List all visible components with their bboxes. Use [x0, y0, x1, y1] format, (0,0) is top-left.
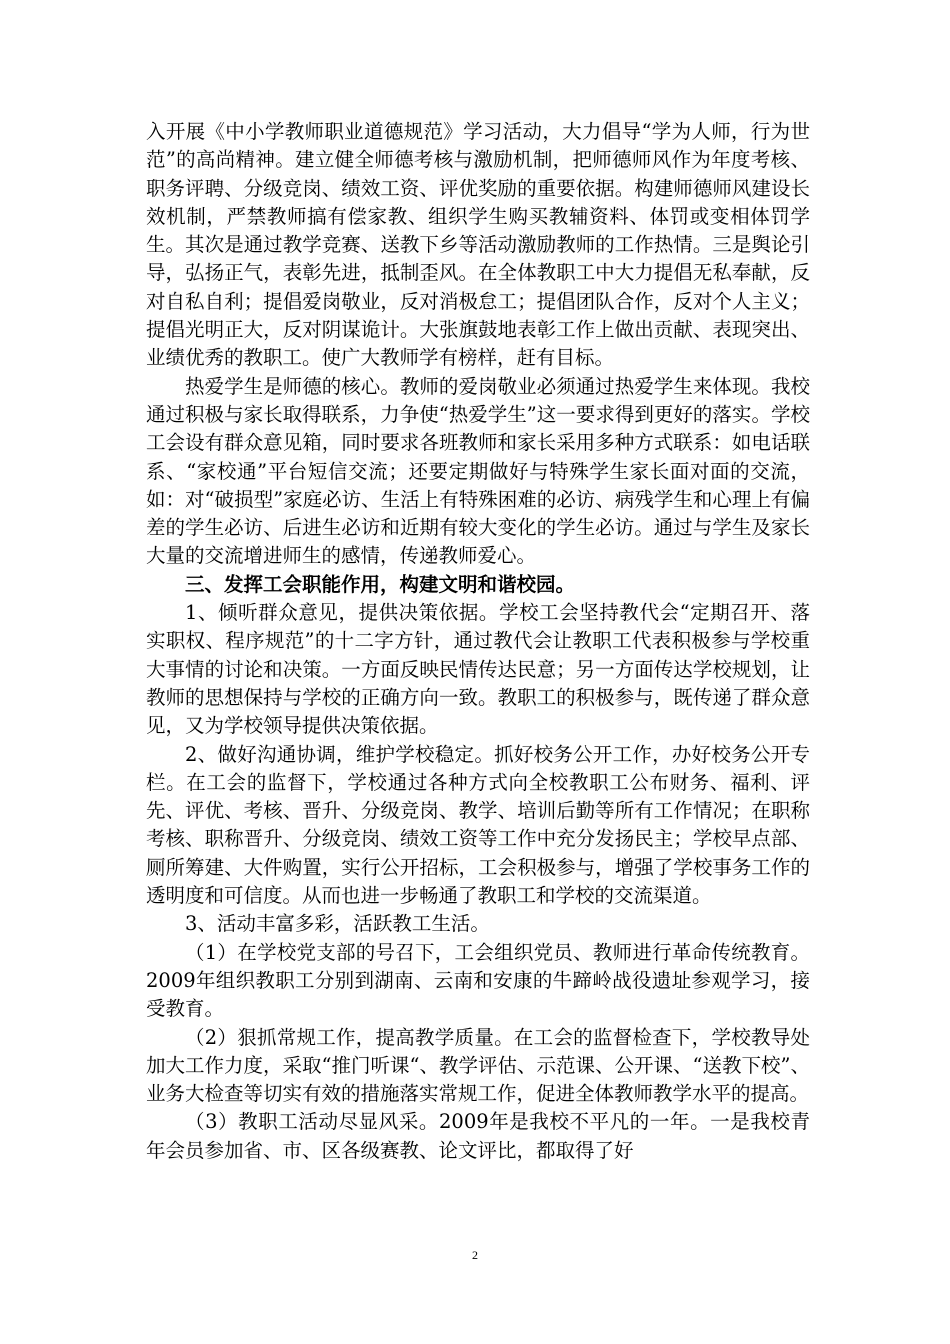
paragraph-1: 入开展《中小学教师职业道德规范》学习活动，大力倡导“学为人师，行为世范”的高尚精神。建立健全师德考核与激励机制，把师德师风作为年度考核、职务评聘、分级竞岗、绩效工资、评优奖励的重要依据。构建师德师风建设长效机制，严禁教师搞有偿家教、组织学生购买教辅资料、体罚或变相体罚学生。其次是通过教学竞赛、送教下乡等活动激励教师的工作热情。三是舆论引导，弘扬正气，表彰先进，抵制歪风。在全体教职工中大力提倡无私奉献，反对自私自利；提倡爱岗敬业，反对消极怠工；提倡团队合作，反对个人主义；提倡光明正大，反对阴谋诡计。大张旗鼓地表彰工作上做出贡献、表现突出、业绩优秀的教职工。使广大教师学有榜样，赶有目标。: [146, 120, 810, 370]
page-number: 2: [472, 1248, 478, 1262]
section-heading-3: 三、发挥工会职能作用，构建文明和谐校园。: [185, 572, 576, 596]
paragraph-8: （2）狠抓常规工作，提高教学质量。在工会的监督检查下，学校教导处加大工作力度，采取“推门听课“、教学评估、示范课、公开课、“送教下校”、业务大检查等切实有效的措施落实常规工作，促进全体教师教学水平的提高。: [146, 1025, 810, 1106]
paragraph-9: （3）教职工活动尽显风采。2009年是我校不平凡的一年。一是我校青年会员参加省、市、区各级赛教、论文评比，都取得了好: [146, 1110, 810, 1162]
paragraph-7: （1）在学校党支部的号召下，工会组织党员、教师进行革命传统教育。2009年组织教职工分别到湖南、云南和安康的牛蹄岭战役遗址参观学习，接受教育。: [146, 940, 810, 1021]
paragraph-5: 2、做好沟通协调，维护学校稳定。抓好校务公开工作，办好校务公开专栏。在工会的监督下，学校通过各种方式向全校教职工公布财务、福利、评先、评优、考核、晋升、分级竞岗、教学、培训后勤等所有工作情况；在职称考核、职称晋升、分级竞岗、绩效工资等工作中充分发扬民主；学校早点部、厕所筹建、大件购置，实行公开招标，工会积极参与，增强了学校事务工作的透明度和可信度。从而也进一步畅通了教职工和学校的交流渠道。: [146, 742, 810, 908]
paragraph-4: 1、倾听群众意见，提供决策依据。学校工会坚持教代会“定期召开、落实职权、程序规范”的十二字方针，通过教代会让教职工代表积极参与学校重大事情的讨论和决策。一方面反映民情传达民意；另一方面传达学校规划，让教师的思想保持与学校的正确方向一致。教职工的积极参与，既传递了群众意见，又为学校领导提供决策依据。: [146, 601, 810, 738]
paragraph-2: 热爱学生是师德的核心。教师的爱岗敬业必须通过热爱学生来体现。我校通过积极与家长取得联系，力争使“热爱学生”这一要求得到更好的落实。学校工会设有群众意见箱，同时要求各班教师和家长采用多种方式联系：如电话联系、“家校通”平台短信交流；还要定期做好与特殊学生家长面对面的交流，如：对“破损型”家庭必访、生活上有特殊困难的必访、病残学生和心理上有偏差的学生必访、后进生必访和近期有较大变化的学生必访。通过与学生及家长大量的交流增进师生的感情，传递教师爱心。: [146, 374, 810, 568]
document-body: [146, 118, 810, 1165]
paragraph-6: 3、活动丰富多彩，活跃教工生活。: [185, 912, 490, 936]
